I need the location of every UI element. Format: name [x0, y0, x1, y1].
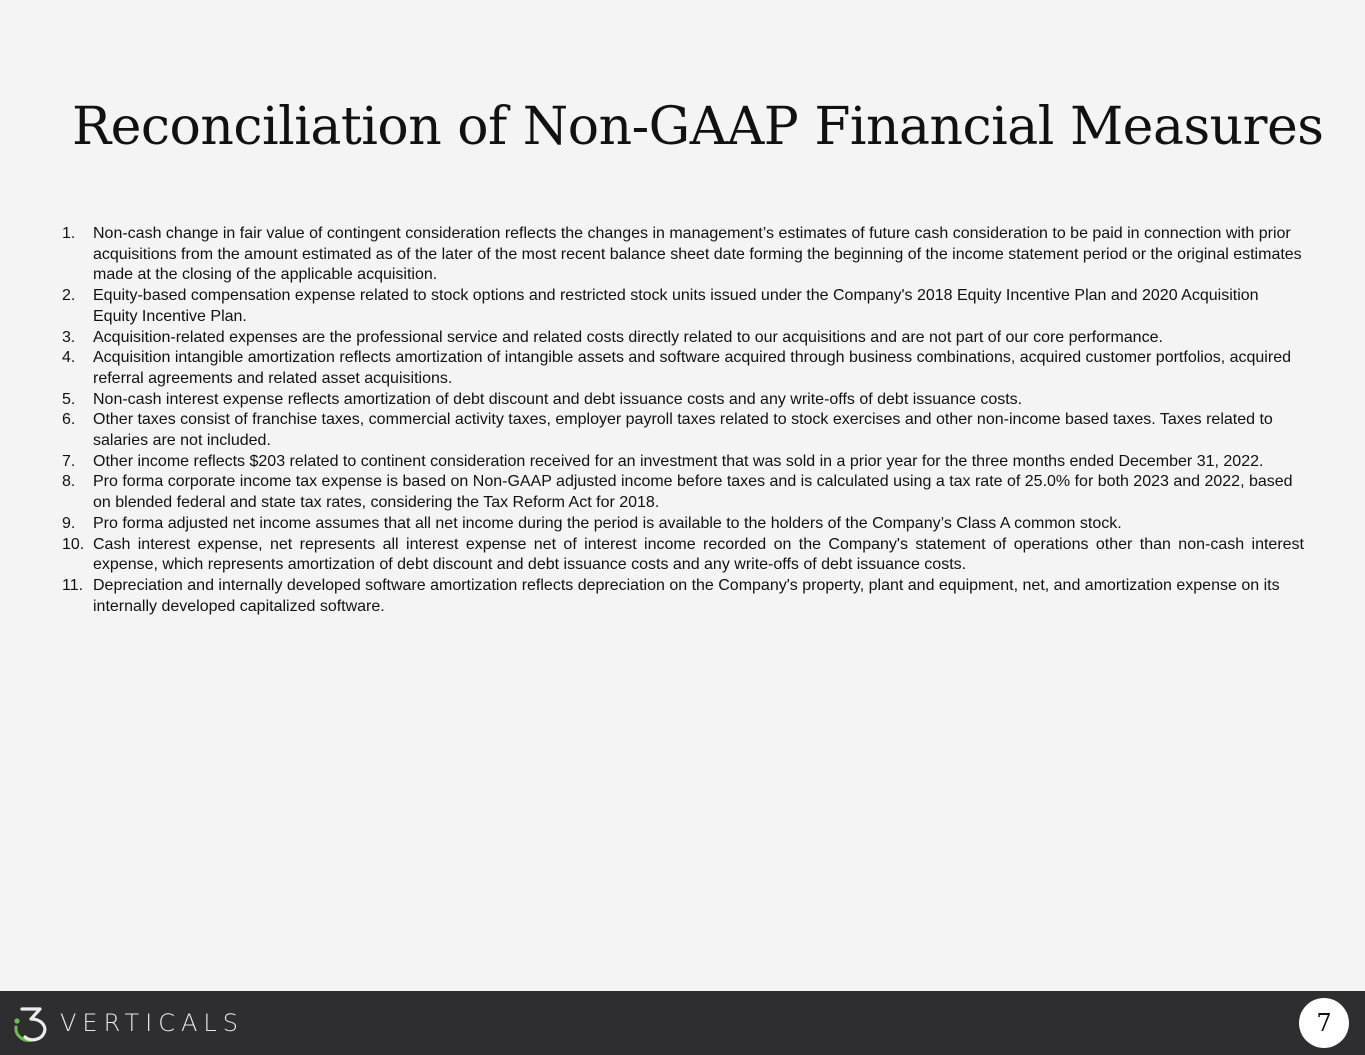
logo-wordmark: VERTICALS [60, 1009, 245, 1037]
footnote-text: Equity-based compensation expense related to stock options and restricted stock units issued under the Company's 2018 Equity Incentive Plan and 2020 Acquisition Equity Incentive Plan. [93, 287, 1259, 325]
footnote-text: Cash interest expense, net represents all interest expense net of interest income recorded on the Company's statement of operations other than non-cash interest expense, which represents amortization of debt discount and debt issuance costs and any write-offs of debt issuance costs. [93, 535, 1304, 574]
i3-logo-icon [12, 1003, 52, 1043]
footnote-number: 6. [62, 411, 76, 429]
footnote-item [62, 576, 1304, 617]
footnote-item [62, 286, 1304, 327]
footnote-text: Pro forma adjusted net income assumes that all net income during the period is available to the holders of the Company’s Class A common stock. [93, 514, 1122, 532]
footnote-text: Other income reflects $203 related to continent consideration received for an investment that was sold in a prior year for the three months ended December 31, 2022. [93, 452, 1264, 470]
footnote-number: 10. [62, 535, 85, 553]
page-number-badge: 7 [1299, 998, 1349, 1048]
footer-bar [0, 991, 1365, 1055]
footnote-text: Acquisition-related expenses are the professional service and related costs directly related to our acquisitions and are not part of our core performance. [93, 328, 1163, 346]
footnote-number: 8. [62, 473, 76, 491]
footnote-text: Other taxes consist of franchise taxes, commercial activity taxes, employer payroll taxes related to stock exercises and other non-income based taxes. Taxes related to salaries are not included. [93, 411, 1273, 450]
footnote-number: 11. [62, 576, 84, 594]
footnote-item [62, 410, 1304, 451]
footnote-number: 9. [62, 514, 76, 532]
footnote-number: 1. [62, 225, 76, 242]
footnote-item [62, 224, 1304, 286]
footnote-text: Non-cash change in fair value of contingent consideration reflects the changes in management’s estimates of future cash consideration to be paid in connection with prior acquisitions from the amount estimated as of the later of the most recent balance sheet date forming the beginning of the income statement period or the original estimates made at the closing of the applicable acquisition. [93, 225, 1302, 284]
footnote-text: Pro forma corporate income tax expense is based on Non-GAAP adjusted income before taxes and is calculated using a tax rate of 25.0% for both 2023 and 2022, based on blended federal and state tax rates, considering the Tax Reform Act for 2018. [93, 473, 1293, 512]
footnote-text: Acquisition intangible amortization reflects amortization of intangible assets and software acquired through business combinations, acquired customer portfolios, acquired referral agreements and related asset acquisitions. [93, 349, 1291, 387]
footnote-item [62, 472, 1304, 513]
footnote-item [62, 328, 1304, 349]
footnotes-list [62, 224, 1304, 617]
footnote-number: 2. [62, 287, 76, 305]
company-logo [12, 1003, 244, 1043]
footnote-number: 7. [62, 452, 76, 470]
footnote-item [62, 390, 1304, 411]
footnote-item [62, 348, 1304, 389]
footnote-number: 5. [62, 390, 76, 408]
footnote-item [62, 514, 1304, 535]
footnote-number: 4. [62, 349, 76, 367]
footnote-text: Non-cash interest expense reflects amortization of debt discount and debt issuance costs and any write-offs of debt issuance costs. [93, 390, 1023, 408]
footnote-item [62, 535, 1304, 576]
footnote-item [62, 452, 1304, 473]
page-title: Reconciliation of Non-GAAP Financial Measures [72, 97, 1324, 157]
footnote-number: 3. [62, 328, 76, 346]
footnote-text: Depreciation and internally developed software amortization reflects depreciation on the Company's property, plant and equipment, net, and amortization expense on its internally developed capitalized software. [93, 576, 1280, 615]
